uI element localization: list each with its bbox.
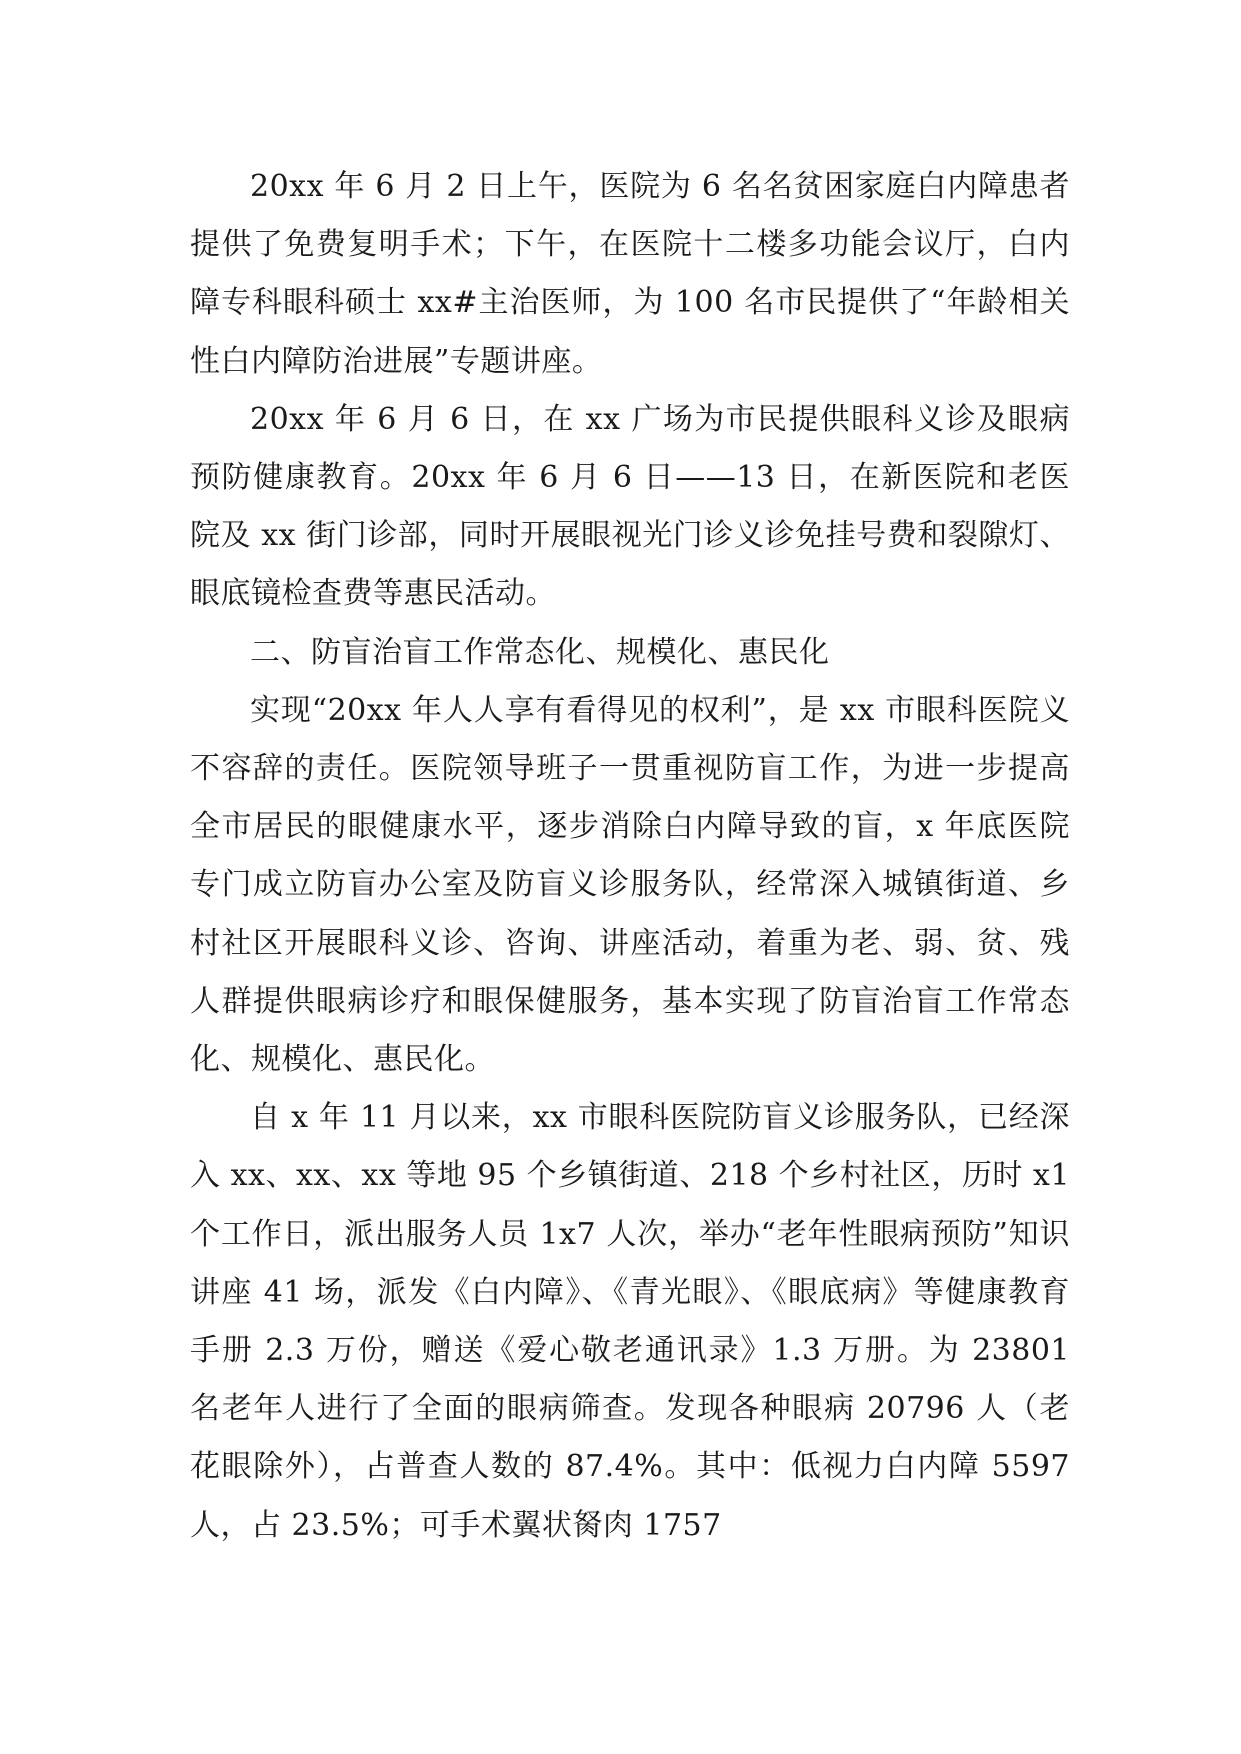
paragraph-service-statistics: 自 x 年 11 月以来，xx 市眼科医院防盲义诊服务队，已经深入 xx、xx、xx 等地 95 个乡镇街道、218 个乡村社区，历时 x1 个工作日，派出服务人员 1x7 人次，举办“老年性眼病预防”知识讲座 41 场，派发《白内障》、《青光眼》、《眼底病》等健康教育手册 2.3 万份，赠送《爱心敬老通讯录》1.3 万册。为 23801 名老年人进行了全面的眼病筛查。发现各种眼病 20796 人（老花眼除外），占普查人数的 87.4%。其中：低视力白内障 5597 人，占 23.5%；可手术翼状胬肉 1757	[190, 1100, 1070, 1543]
paragraph-free-clinic: 20xx 年 6 月 6 日，在 xx 广场为市民提供眼科义诊及眼病预防健康教育。20xx 年 6 月 6 日——13 日，在新医院和老医院及 xx 街门诊部，同时开展眼视光门诊义诊免挂号费和裂隙灯、眼底镜检查费等惠民活动。	[190, 401, 1070, 612]
section-heading-blindness-prevention: 二、防盲治盲工作常态化、规模化、惠民化	[250, 634, 830, 670]
paragraph-hospital-responsibility: 实现“20xx 年人人享有看得见的权利”，是 xx 市眼科医院义不容辞的责任。医院领导班子一贯重视防盲工作，为进一步提高全市居民的眼健康水平，逐步消除白内障导致的盲，x 年底医院专门成立防盲办公室及防盲义诊服务队，经常深入城镇街道、乡村社区开展眼科义诊、咨询、讲座活动，着重为老、弱、贫、残人群提供眼病诊疗和眼保健服务，基本实现了防盲治盲工作常态化、规模化、惠民化。	[190, 692, 1070, 1078]
document-body	[190, 158, 1070, 1555]
paragraph-cataract-surgery: 20xx 年 6 月 2 日上午，医院为 6 名名贫困家庭白内障患者提供了免费复明手术；下午，在医院十二楼多功能会议厅，白内障专科眼科硕士 xx#主治医师，为 100 名市民提供了“年龄相关性白内障防治进展”专题讲座。	[190, 169, 1070, 379]
